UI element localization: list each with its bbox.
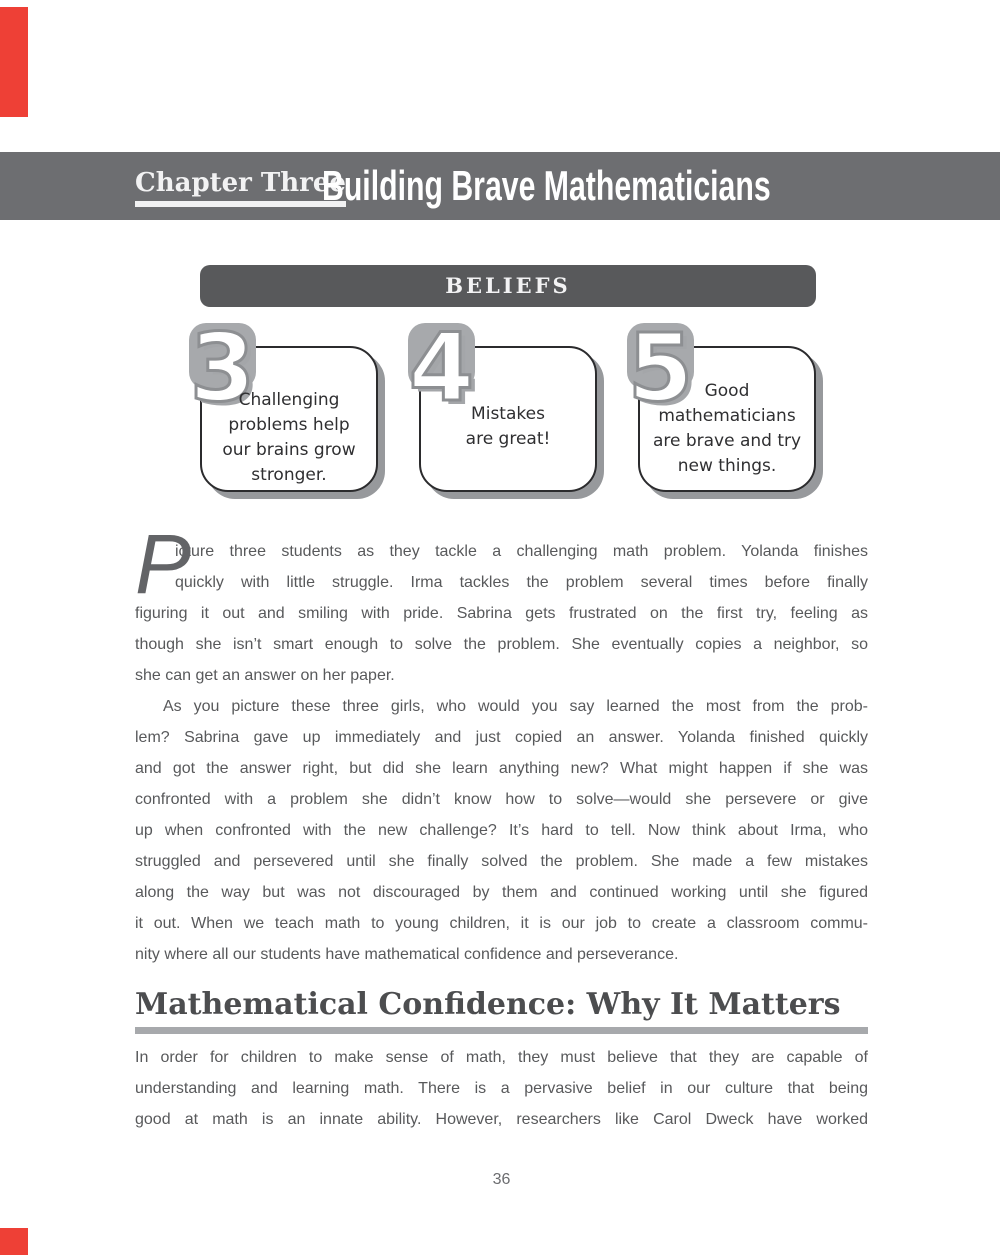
- belief-number-badge: [408, 314, 475, 423]
- paragraph-3-lines: In order for children to make sense of math, they must believe that they are capable of understanding and learning math. There is a pervasive belief in our culture that being good at math is an innate ability. However, researchers like Carol Dweck have worked: [135, 1049, 868, 1128]
- page-number: 36: [492, 1171, 511, 1188]
- belief-card-3: [189, 314, 378, 492]
- belief-number-badge: [189, 314, 256, 423]
- paragraph-3: [135, 1042, 868, 1135]
- belief-card-4: [408, 314, 597, 492]
- belief-card-text: Challenging problems help our brains grow stronger.: [222, 390, 356, 485]
- section-heading-block: [135, 988, 868, 1034]
- belief-card-5: [627, 314, 816, 492]
- paragraph-2-lines: As you picture these three girls, who would you say learned the most from the prob- lem? Sabrina gave up immediately and just copied an answer. Yolanda finished quickly and got the answer right, but did she learn anything new? What might happen if she was confronted with a problem she didn’t know how to solve—would she persevere or give up when confronted with the new challenge? It’s hard to tell. Now think about Irma, who struggled and persevered until she finally solved the problem. She made a few mistakes along the way but was not discouraged by them and continued working until she figured it out. When we teach math to young children, it is our job to create a classroom commu- nity where all our students have mathematical confidence and perseverance.: [135, 698, 868, 963]
- belief-card-text: Mistakes are great!: [465, 404, 551, 449]
- section-heading: Mathematical Confidence: Why It Matters: [135, 987, 841, 1022]
- belief-number: 4: [408, 314, 475, 423]
- belief-number: 3: [189, 314, 256, 423]
- paragraph-1: [135, 517, 868, 691]
- chapter-edge-tab-top: [0, 7, 28, 117]
- paragraph-1-lines: icture three students as they tackle a challenging math problem. Yolanda finishes quickly with little struggle. Irma tackles the problem several times before finally figuring it out and smiling with pride. Sabrina gets frustrated on the first try, feeling as though she isn’t smart enough to solve the problem. She eventually copies a neighbor, so she can get an answer on her paper.: [135, 543, 868, 684]
- beliefs-banner: [200, 265, 816, 307]
- chapter-label: Chapter Three: [135, 170, 346, 207]
- paragraph-2: [135, 691, 868, 970]
- chapter-edge-tab-bottom: [0, 1228, 28, 1255]
- section-heading-rule: [135, 1027, 868, 1034]
- chapter-header-band: [0, 152, 1000, 220]
- beliefs-banner-label: BELIEFS: [445, 273, 571, 298]
- chapter-title: Building Brave Mathematicians: [322, 162, 771, 209]
- belief-card-text: Good mathematicians are brave and try new things.: [652, 381, 802, 476]
- body-column: [135, 517, 868, 970]
- dropcap-letter: P: [135, 517, 192, 611]
- belief-number: 5: [627, 314, 694, 423]
